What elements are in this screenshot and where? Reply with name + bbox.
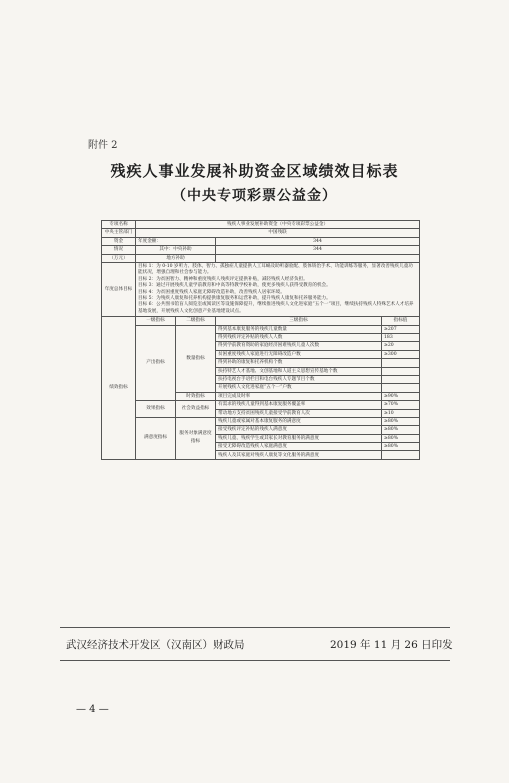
local-subsidy-label: 地方补助	[136, 254, 216, 262]
timeliness-indicator-label: 时效指标	[176, 392, 216, 400]
table-row-indicator: 得到残疾评定补贴的残疾人人数	[216, 333, 382, 341]
table-row-value	[382, 384, 420, 392]
table-row-indicator: 带动地方支持贫困残疾儿童接受学前教育人次	[216, 409, 382, 417]
goal-line: 目标 3：通过开展残疾儿童学前教育和中高等特教学校补助，使更多残疾人获得受教育的机会。	[138, 283, 331, 289]
table-row-value	[382, 359, 420, 367]
table-row-value: ≥10	[382, 409, 420, 417]
issue-date: 2019 年 11 月 26 日印发	[330, 639, 453, 651]
column-header-level1: 一级指标	[136, 317, 176, 325]
local-subsidy-value	[216, 254, 420, 262]
page-number: — 4 —	[76, 704, 109, 715]
table-row-indicator: 开展残疾人文化进家庭“五个一”户数	[216, 384, 382, 392]
fund-label: 资金	[102, 237, 136, 245]
table-row-indicator: 扶持特艺人才基地、文创基地和人道主义思想宣传基地个数	[216, 367, 382, 375]
annual-goals-text	[136, 262, 420, 316]
unit-label: （万元）	[102, 254, 136, 262]
year-amount-value: 344	[216, 237, 420, 245]
table-row-indicator: 得到基本康复服务的残疾儿童数量	[216, 325, 382, 333]
table-row-indicator: 扶持电视台手语栏目和电台残疾人专题节目个数	[216, 375, 382, 383]
table-row-indicator: 贫困重度残疾人家庭进行无障碍改造户数	[216, 350, 382, 358]
year-amount-label: 年度金额：	[136, 237, 216, 245]
project-name-value: 残疾人事业发展补助资金（中央专项彩票公益金）	[136, 221, 420, 229]
table-row-indicator: 残疾儿童或家属对基本康复服务的满意度	[216, 417, 382, 425]
goal-line: 目标 6：公共图书馆盲人阅览室或阅读区等设施保障提升，继续推进残疾人文化进家庭“五个一”项目，继续扶持残疾人特殊艺术人才培养基地发展，开展残疾人文化创意产业基地建设试点。	[138, 302, 414, 314]
goal-line: 目标 4：为贫困重度残疾人家庭无障碍改造补助，改善残疾人居家环境。	[138, 289, 285, 295]
social-benefit-indicator-label: 社会效益指标	[176, 401, 216, 418]
table-row-indicator: 得到学前教育资助的家庭经济困难残疾儿童人次数	[216, 342, 382, 350]
quantity-indicator-label: 数量指标	[176, 325, 216, 392]
table-row-value: ≥80%	[382, 443, 420, 451]
table-row-value: ≥80%	[382, 434, 420, 442]
table-row-value: ≥300	[382, 350, 420, 358]
goal-line: 目标 1：为 0-10 岁听力、肢体、智力、孤独症儿童提供人工耳蜗及助听器验配、肢体矫治手术、功能训练等服务，显著改善残疾儿童功能状况，增强自理和社会参与能力。	[138, 263, 413, 276]
table-row-value: ≥80%	[382, 417, 420, 425]
table-row-value	[382, 451, 420, 459]
table-row-indicator: 残疾儿童、残疾学生或其家长对教育服务的满意度	[216, 434, 382, 442]
service-satisfaction-label: 服务对象满意度指标	[176, 417, 216, 459]
footer-divider-top	[60, 627, 450, 628]
attachment-label: 附件 2	[88, 140, 118, 151]
goal-line: 目标 2：为贫困智力、精神和重度残疾人残疾评定提供补贴，减轻残疾人经济负担。	[138, 276, 308, 282]
table-row-indicator: 项目完成及时率	[216, 392, 382, 400]
table-row-value: 183	[382, 333, 420, 341]
effect-indicator-label: 效果指标	[136, 401, 176, 418]
column-header-level3: 三级指标	[216, 317, 382, 325]
performance-target-table	[101, 220, 420, 460]
table-row-indicator: 残疾人及其家庭对残疾人康复等文化服务的满意度	[216, 451, 382, 459]
central-subsidy-value: 344	[216, 246, 420, 254]
table-row-value: ≥20	[382, 342, 420, 350]
central-subsidy-label: 其中：中央补助	[136, 246, 216, 254]
table-row-value: ≥207	[382, 325, 420, 333]
footer-divider-bottom	[60, 660, 450, 661]
document-subtitle: （中央专项彩票公益金）	[172, 188, 337, 204]
column-header-value: 指标值	[382, 317, 420, 325]
table-row-value	[382, 367, 420, 375]
issuer-name: 武汉经济技术开发区（汉南区）财政局	[66, 639, 245, 651]
department-value: 中国残联	[136, 229, 420, 237]
satisfaction-indicator-label: 满意度指标	[136, 417, 176, 459]
table-row-value: ≥80%	[382, 426, 420, 434]
table-row-indicator: 得到补助的康复和托养机构个数	[216, 359, 382, 367]
annual-goals-label: 年度总体目标	[102, 262, 136, 316]
goal-line: 目标 5：为残疾人康复和托养机构提供康复服务和运营补助，提升残疾人康复和托养服务能力。	[138, 295, 331, 301]
table-row-value: ≥90%	[382, 392, 420, 400]
column-header-level2: 二级指标	[176, 317, 216, 325]
performance-indicators-label: 绩效指标	[102, 317, 136, 460]
table-row-indicator: 有需求的残疾儿童得到基本康复服务覆盖率	[216, 401, 382, 409]
table-row-indicator: 接受无障碍改造残疾人家庭满意度	[216, 443, 382, 451]
table-row-value	[382, 375, 420, 383]
department-label: 中央主管部门	[102, 229, 136, 237]
table-row-indicator: 接受残疾评定补贴的残疾人满意度	[216, 426, 382, 434]
document-title: 残疾人事业发展补助资金区域绩效目标表	[110, 162, 399, 180]
table-row-value: ≥70%	[382, 401, 420, 409]
project-name-label: 专项名称	[102, 221, 136, 229]
output-indicator-label: 产出指标	[136, 325, 176, 401]
status-label: 情况	[102, 246, 136, 254]
